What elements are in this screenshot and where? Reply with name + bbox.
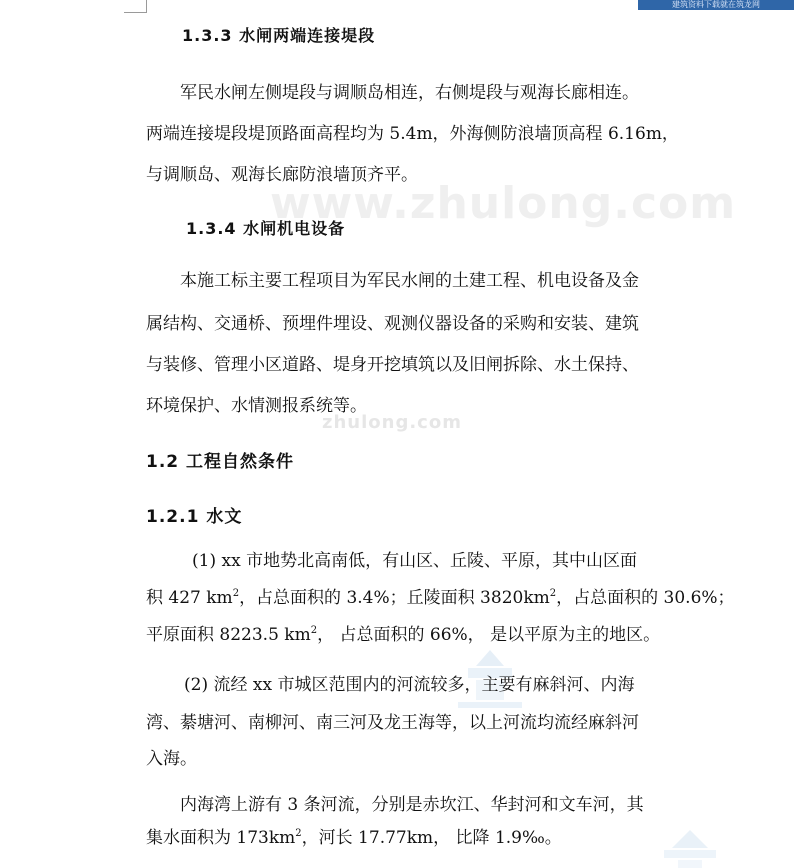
text-run: ， 占总面积的 66%， 是以平原为主的地区。 [317,625,661,645]
paragraph-line: 入海。 [146,749,197,769]
section-heading-121: 1.2.1 水文 [146,507,243,527]
section-heading-133: 1.3.3 水闸两端连接堤段 [182,26,376,45]
superscript: 2 [232,588,240,599]
text-run: 集水面积为 173km [146,828,296,848]
superscript: 2 [310,625,318,636]
paragraph-line: 环境保护、水情测报系统等。 [146,396,367,416]
text-run: 平原面积 8223.5 km [146,625,311,645]
paragraph-line: (1) xx 市地势北高南低，有山区、丘陵、平原，其中山区面 [192,551,638,571]
superscript: 2 [549,588,557,599]
paragraph-line: 与调顺岛、观海长廊防浪墙顶齐平。 [146,165,418,185]
watermark-logo-icon-2 [650,828,730,868]
text-run: ，占总面积的 3.4%；丘陵面积 3820km [239,588,550,608]
paragraph-line: (2) 流经 xx 市城区范围内的河流较多，主要有麻斜河、内海 [184,675,635,695]
superscript: 2 [295,828,302,839]
paragraph-line: 与装修、管理小区道路、堤身开挖填筑以及旧闸拆除、水土保持、 [146,355,639,375]
paragraph-line: 湾、綦塘河、南柳河、南三河及龙王海等，以上河流均流经麻斜河 [146,713,639,733]
paragraph-line: 军民水闸左侧堤段与调顺岛相连，右侧堤段与观海长廊相连。 [180,83,639,103]
paragraph-line: 内海湾上游有 3 条河流，分别是赤坎江、华封河和文车河，其 [180,795,644,815]
page-corner-mark [124,0,147,13]
paragraph-line [146,620,660,645]
section-heading-134: 1.3.4 水闸机电设备 [186,219,346,238]
text-run: ，占总面积的 30.6%； [556,588,735,608]
paragraph-line: 两端连接堤段堤顶路面高程均为 5.4m，外海侧防浪墙顶高程 6.16m， [146,124,679,144]
watermark-small: zhulong.com [322,412,462,433]
text-run: ，河长 17.77km， 比降 1.9‰。 [301,828,562,848]
watermark-large: www.zhulong.com [270,178,737,229]
paragraph-line [146,583,735,608]
section-heading-12: 1.2 工程自然条件 [146,452,295,472]
paragraph-line: 本施工标主要工程项目为军民水闸的土建工程、机电设备及金 [180,271,639,291]
paragraph-line [146,823,562,848]
site-banner: 建筑资料下载就在筑龙网 [638,0,794,10]
paragraph-line: 属结构、交通桥、预埋件埋设、观测仪器设备的采购和安装、建筑 [146,314,639,334]
text-run: 积 427 km [146,588,233,608]
